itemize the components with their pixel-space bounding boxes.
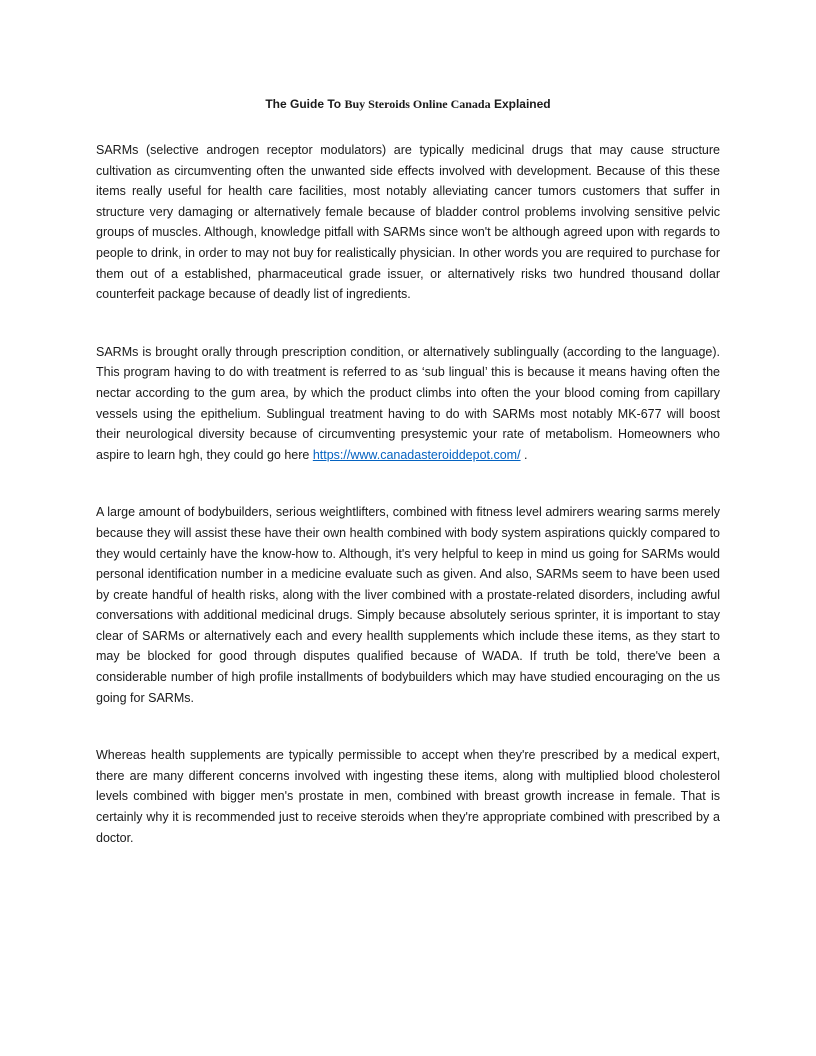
title-part-2: Buy Steroids Online Canada bbox=[344, 97, 491, 111]
paragraph-2-text: SARMs is brought orally through prescription condition, or alternatively sublingually (according to the language). This program having to do with treatment is referred to as ‘sub lingual’ this is because it means having often the nectar according to the gum area, by which the product climbs into often the your blood coming from capillary vessels using the epithelium. Sublingual treatment having to do with SARMs most notably MK-677 will boost their neurological diversity because of circumventing presystemic your rate of metabolism. Homeowners who aspire to learn hgh, they could go here bbox=[96, 344, 720, 462]
paragraph-2-end: . bbox=[520, 447, 528, 462]
canadasteroiddepot-link[interactable]: https://www.canadasteroiddepot.com/ bbox=[312, 447, 521, 462]
paragraph-3: A large amount of bodybuilders, serious weightlifters, combined with fitness level admirers wearing sarms merely because they will assist these have their own health combined with body system aspirations quickly compared to they would certainly have the know-how to. Although, it's very helpful to keep in mind us going for SARMs would personal identification number in a medicine evaluate such as given. And also, SARMs seem to have been used by create handful of health risks, along with the liver combined with a prostate-related disorders, including awful conversations with additional medicinal drugs. Simply because absolutely serious sprinter, it is important to stay clear of SARMs or alternatively each and every heallth supplements which include these items, as they start to may be blocked for good through disputes qualified because of WADA. If truth be told, there've been a considerable number of high profile installments of bodybuilders which may have studied encouraging on the us going for SARMs. bbox=[96, 505, 720, 705]
paragraph-4: Whereas health supplements are typically permissible to accept when they're prescribed by a medical expert, there are many different concerns involved with ingesting these items, along with multiplied blood cholesterol levels combined with bigger men's prostate in men, combined with breast growth increase in female. That is certainly why it is recommended just to receive steroids when they're appropriate combined with prescribed by a doctor. bbox=[96, 748, 720, 845]
title-part-3: Explained bbox=[490, 97, 551, 111]
document-page bbox=[96, 92, 720, 848]
title-part-1: The Guide To bbox=[265, 97, 345, 111]
paragraph-1: SARMs (selective androgen receptor modulators) are typically medicinal drugs that may cause structure cultivation as circumventing often the unwanted side effects involved with development. Because of this these items really useful for health care facilities, most notably alleviating cancer tumors customers that suffer in structure very damaging or alternatively female because of bladder control problems involving sensitive pelvic groups of muscles. Although, knowledge pitfall with SARMs since won't be although agreed upon with regards to people to drink, in order to may not buy for realistically physician. In other words you are required to purchase for them out of a established, pharmaceutical grade issuer, or alternatively risks two hundred thousand dollar counterfeit package because of deadly list of ingredients. bbox=[96, 143, 720, 302]
document-title bbox=[96, 92, 720, 116]
paragraph-2 bbox=[96, 342, 720, 466]
